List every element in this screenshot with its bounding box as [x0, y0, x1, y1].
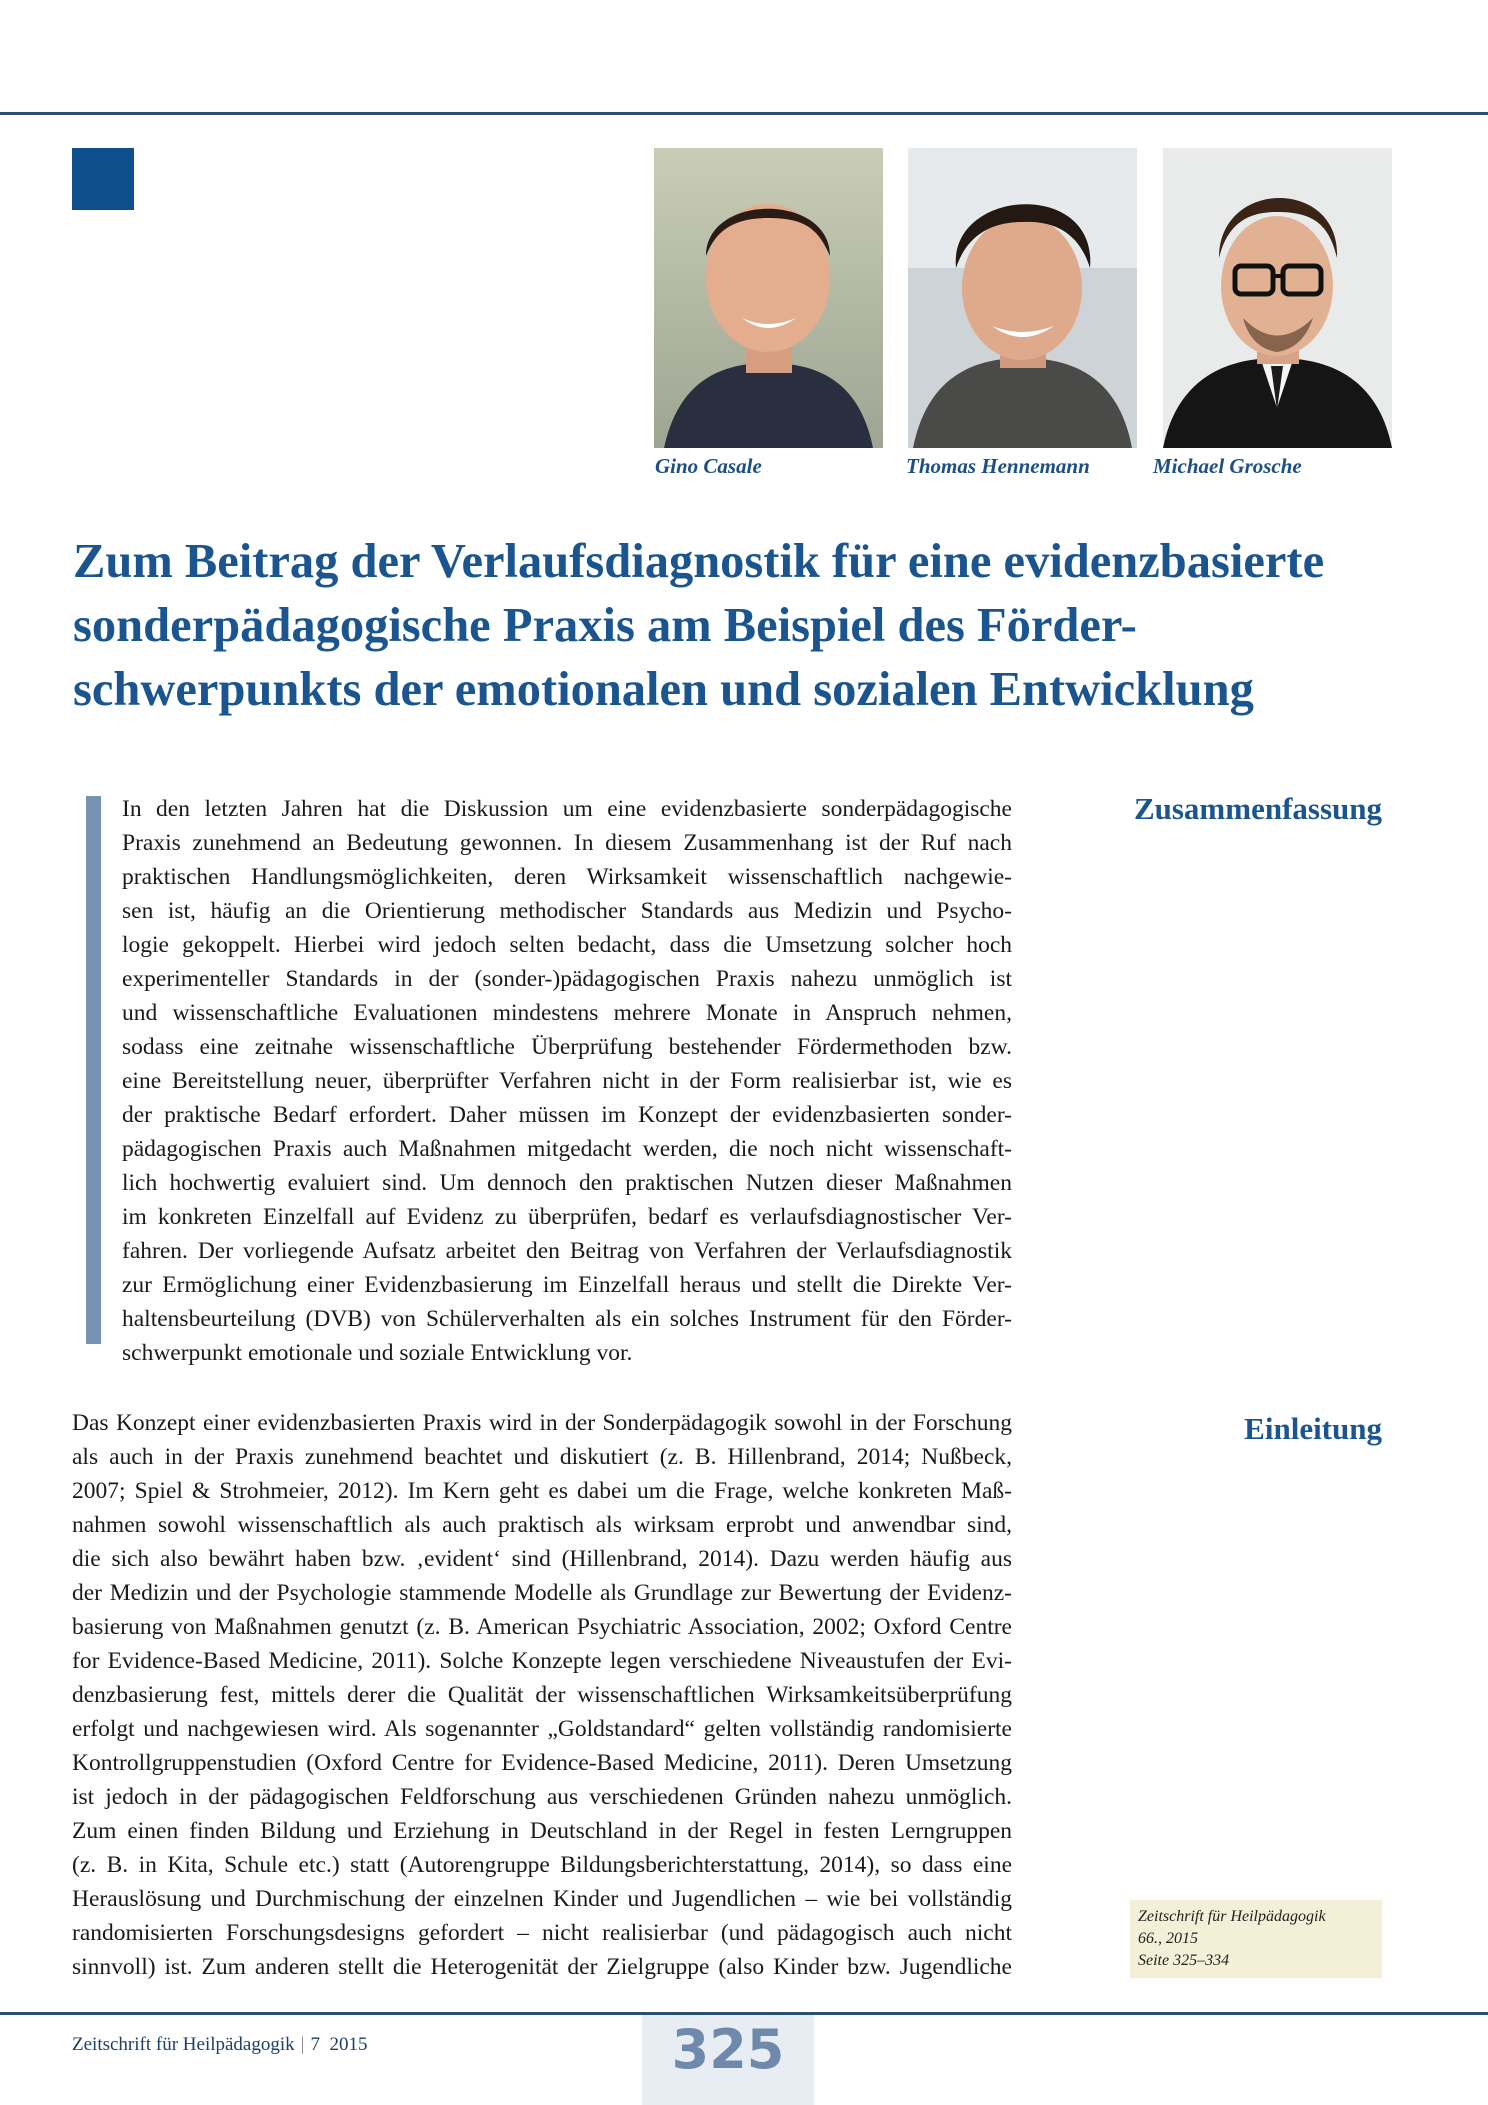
abstract-line: logie gekoppelt. Hierbei wird jedoch selten bedacht, dass die Umsetzung solcher hoch — [122, 932, 1012, 958]
abstract-line: In den letzten Jahren hat die Diskussion um eine evidenzbasierte sonderpädagogische — [122, 796, 1012, 822]
journal-volume: 66., 2015 — [1138, 1930, 1198, 1947]
footer-issue: 7 2015 — [310, 2034, 368, 2055]
author-caption: Michael Grosche — [1153, 454, 1302, 478]
body-line: randomisierten Forschungsdesigns gefordert – nicht realisierbar (und pädagogisch auch nicht — [72, 1920, 1012, 1946]
footer-journal — [72, 2034, 367, 2056]
author-caption: Gino Casale — [655, 454, 762, 478]
body-line: Herauslösung und Durchmischung der einzelnen Kinder und Jugendlichen – wie bei vollständig — [72, 1886, 1012, 1912]
introduction-text — [72, 1406, 1012, 1984]
abstract-line: der praktische Bedarf erfordert. Daher müssen im Konzept der evidenzbasierten sonder- — [122, 1102, 1012, 1128]
abstract-line: und wissenschaftliche Evaluationen mindestens mehrere Monate in Anspruch nehmen, — [122, 1000, 1012, 1026]
body-line: for Evidence-Based Medicine, 2011). Solche Konzepte legen verschiedene Niveaustufen der Evi- — [72, 1648, 1012, 1674]
author-photo-casale — [654, 148, 883, 448]
abstract-line: fahren. Der vorliegende Aufsatz arbeitet den Beitrag von Verfahren der Verlaufsdiagnostik — [122, 1238, 1012, 1264]
title-line: sonderpädagogische Praxis am Beispiel des Förder- — [73, 599, 1137, 652]
footer-separator: | — [300, 2034, 305, 2055]
abstract-line: zur Ermöglichung einer Evidenzbasierung im Einzelfall heraus und stellt die Direkte Ver- — [122, 1272, 1012, 1298]
abstract-line: eine Bereitstellung neuer, überprüfter Verfahren nicht in der Form realisierbar ist, wie es — [122, 1068, 1012, 1094]
body-line: nahmen sowohl wissenschaftlich als auch praktisch als wirksam erprobt und anwendbar sind, — [72, 1512, 1012, 1538]
abstract-line: praktischen Handlungsmöglichkeiten, deren Wirksamkeit wissenschaftlich nachgewie- — [122, 864, 1012, 890]
introduction-heading: Einleitung — [1244, 1411, 1382, 1446]
body-line: der Medizin und der Psychologie stammende Modelle als Grundlage zur Bewertung der Evidenz- — [72, 1580, 1012, 1606]
abstract-line: experimenteller Standards in der (sonder-)pädagogischen Praxis nahezu unmöglich ist — [122, 966, 1012, 992]
author-caption: Thomas Hennemann — [906, 454, 1090, 478]
body-line: basierung von Maßnahmen genutzt (z. B. American Psychiatric Association, 2002; Oxford Centre — [72, 1614, 1012, 1640]
body-line: Das Konzept einer evidenzbasierten Praxis wird in der Sonderpädagogik sowohl in der Forschung — [72, 1410, 1012, 1436]
body-line: denzbasierung fest, mittels derer die Qualität der wissenschaftlichen Wirksamkeitsüberprüfung — [72, 1682, 1012, 1708]
body-line: sinnvoll) ist. Zum anderen stellt die Heterogenität der Zielgruppe (also Kinder bzw. Jugendliche — [72, 1954, 1012, 1980]
body-line: als auch in der Praxis zunehmend beachtet und diskutiert (z. B. Hillenbrand, 2014; Nußbeck, — [72, 1444, 1012, 1470]
journal-name: Zeitschrift für Heilpädagogik — [1138, 1908, 1326, 1925]
author-photo-hennemann — [908, 148, 1137, 448]
footer-journal-name: Zeitschrift für Heilpädagogik — [72, 2034, 295, 2055]
abstract-line: sodass eine zeitnahe wissenschaftliche Überprüfung bestehender Fördermethoden bzw. — [122, 1034, 1012, 1060]
body-line: Zum einen finden Bildung und Erziehung in Deutschland in der Regel in festen Lerngruppen — [72, 1818, 1012, 1844]
abstract-bar — [86, 796, 101, 1344]
body-line: (z. B. in Kita, Schule etc.) statt (Autorengruppe Bildungsberichterstattung, 2014), so dass eine — [72, 1852, 1012, 1878]
body-line: erfolgt und nachgewiesen wird. Als sogenannter „Goldstandard“ gelten vollständig randomisierte — [72, 1716, 1012, 1742]
title-line: Zum Beitrag der Verlaufsdiagnostik für eine evidenzbasierte — [73, 535, 1325, 588]
body-line: die sich also bewährt haben bzw. ‚evident‘ sind (Hillenbrand, 2014). Dazu werden häufig aus — [72, 1546, 1012, 1572]
top-rule — [0, 112, 1488, 115]
abstract-line: sen ist, häufig an die Orientierung methodischer Standards aus Medizin und Psycho- — [122, 898, 1012, 924]
abstract-line: haltensbeurteilung (DVB) von Schülerverhalten als ein solches Instrument für den Förder- — [122, 1306, 1012, 1332]
page-number: 325 — [671, 2018, 785, 2081]
abstract-line: pädagogischen Praxis auch Maßnahmen mitgedacht werden, die noch nicht wissenschaft- — [122, 1136, 1012, 1162]
body-line: ist jedoch in der pädagogischen Feldforschung aus verschiedenen Gründen nahezu unmöglich. — [72, 1784, 1012, 1810]
abstract-line: Praxis zunehmend an Bedeutung gewonnen. In diesem Zusammenhang ist der Ruf nach — [122, 830, 1012, 856]
abstract-line: lich hochwertig evaluiert sind. Um dennoch den praktischen Nutzen dieser Maßnahmen — [122, 1170, 1012, 1196]
body-line: Kontrollgruppenstudien (Oxford Centre for Evidence-Based Medicine, 2011). Deren Umsetzung — [72, 1750, 1012, 1776]
abstract-line: im konkreten Einzelfall auf Evidenz zu überprüfen, bedarf es verlaufsdiagnostischer Ver- — [122, 1204, 1012, 1230]
abstract-text — [122, 792, 1012, 1370]
body-line: 2007; Spiel & Strohmeier, 2012). Im Kern geht es dabei um die Frage, welche konkreten Maß- — [72, 1478, 1012, 1504]
article-title — [73, 530, 1413, 722]
abstract-heading: Zusammenfassung — [1133, 791, 1382, 826]
title-line: schwerpunkts der emotionalen und sozialen Entwicklung — [73, 663, 1254, 716]
journal-pages: Seite 325–334 — [1138, 1952, 1230, 1969]
section-marker-square — [72, 148, 134, 210]
journal-citation-box — [1130, 1900, 1382, 1978]
abstract-line: schwerpunkt emotionale und soziale Entwicklung vor. — [122, 1340, 633, 1366]
author-photo-grosche — [1163, 148, 1392, 448]
